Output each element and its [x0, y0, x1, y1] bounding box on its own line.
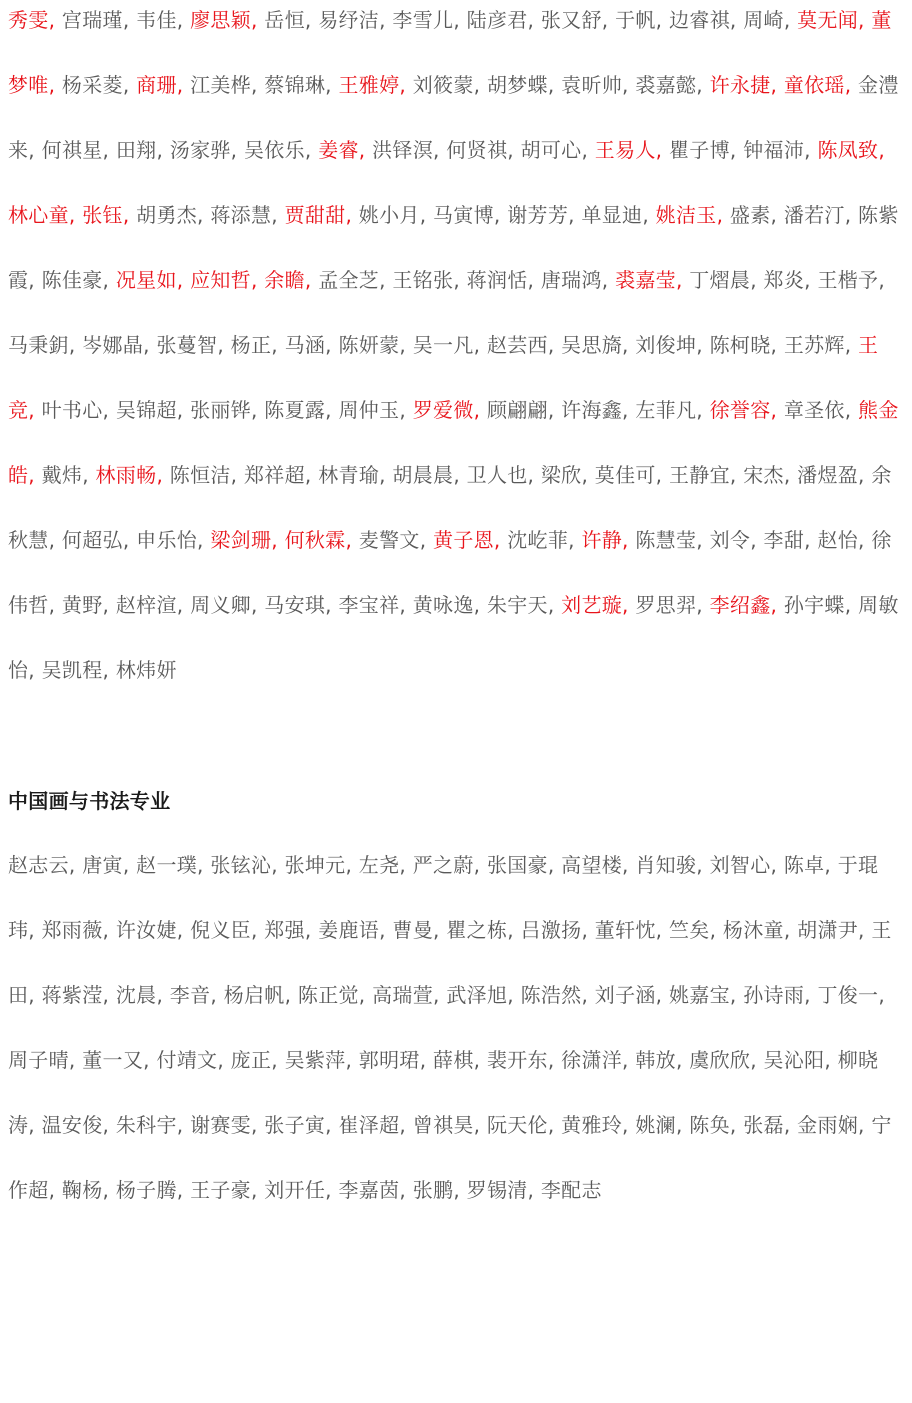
name: 叶书心,	[41, 398, 116, 422]
name: 左尧,	[358, 853, 413, 877]
name: 戴炜,	[41, 463, 96, 487]
name: 潘若汀,	[783, 203, 859, 227]
name: 杨启帆,	[223, 983, 298, 1007]
name: 蒋添慧,	[210, 203, 285, 227]
name: 卫人也,	[466, 463, 541, 487]
name: 郑祥超,	[243, 463, 319, 487]
name: 裘嘉懿,	[635, 73, 710, 97]
name: 汤家骅,	[169, 138, 244, 162]
name: 刘子涵,	[594, 983, 669, 1007]
name: 韦佳,	[136, 8, 191, 32]
name: 赵志云,	[8, 853, 83, 877]
name: 何贤祺,	[446, 138, 521, 162]
name: 孙宇蝶,	[783, 593, 859, 617]
name: 孙诗雨,	[743, 983, 818, 1007]
name: 周子晴,	[8, 1048, 83, 1072]
highlighted-name: 贾甜甜,	[284, 203, 359, 227]
name: 杨采菱,	[61, 73, 137, 97]
highlighted-name: 王雅婷,	[338, 73, 413, 97]
name: 董一又,	[82, 1048, 157, 1072]
name: 罗锡清,	[466, 1178, 541, 1202]
name: 竺矣,	[669, 918, 723, 942]
name: 姜鹿语,	[318, 918, 393, 942]
name: 麦警文,	[358, 528, 434, 552]
highlighted-name: 王竞,	[8, 333, 879, 422]
name: 陈慧莹,	[635, 528, 710, 552]
name: 陈奂,	[689, 1113, 744, 1137]
name: 唐瑞鸿,	[540, 268, 616, 292]
name: 胡晨晨,	[392, 463, 467, 487]
name: 武泽旭,	[446, 983, 521, 1007]
highlighted-name: 许永捷,	[709, 73, 784, 97]
name: 瞿之栋,	[446, 918, 521, 942]
name: 刘筱蒙,	[412, 73, 487, 97]
highlighted-name: 姜睿,	[318, 138, 373, 162]
name: 严之蔚,	[412, 853, 487, 877]
name: 何超弘,	[61, 528, 137, 552]
name: 钟福沛,	[743, 138, 818, 162]
highlighted-name: 何秋霖,	[284, 528, 359, 552]
name: 周崎,	[743, 8, 798, 32]
name: 谢赛雯,	[190, 1113, 265, 1137]
highlighted-name: 罗爱微,	[412, 398, 487, 422]
name: 周敏怡,	[8, 593, 899, 682]
name: 郭明珺,	[358, 1048, 434, 1072]
name: 吴思旖,	[561, 333, 636, 357]
name: 高望楼,	[561, 853, 636, 877]
highlighted-name: 裘嘉莹,	[615, 268, 690, 292]
name: 陈妍蒙,	[338, 333, 413, 357]
name: 赵梓渲,	[115, 593, 191, 617]
name: 孟全芝,	[318, 268, 393, 292]
name: 陈紫霞,	[8, 203, 899, 292]
name: 吴依乐,	[243, 138, 319, 162]
name: 鞠杨,	[61, 1178, 116, 1202]
highlighted-name: 张钰,	[82, 203, 137, 227]
name: 吴锦超,	[115, 398, 191, 422]
name: 曾祺昊,	[412, 1113, 487, 1137]
name: 杨子腾,	[115, 1178, 191, 1202]
name: 张坤元,	[284, 853, 359, 877]
name: 刘令,	[709, 528, 764, 552]
name: 胡可心,	[520, 138, 595, 162]
highlighted-name: 廖思颖,	[190, 8, 265, 32]
name: 唐寅,	[82, 853, 137, 877]
name: 林青瑜,	[318, 463, 393, 487]
name: 田翔,	[115, 138, 170, 162]
highlighted-name: 林雨畅,	[95, 463, 170, 487]
name: 王楷予,	[817, 268, 885, 292]
name: 莫佳可,	[594, 463, 669, 487]
highlighted-name: 余瞻,	[264, 268, 319, 292]
name: 胡潇尹,	[797, 918, 872, 942]
name: 肖知骏,	[635, 853, 710, 877]
highlighted-name: 熊金皓,	[8, 398, 899, 487]
name: 陈浩然,	[520, 983, 595, 1007]
name: 杨正,	[230, 333, 285, 357]
name: 丁熠晨,	[689, 268, 764, 292]
name: 赵芸西,	[486, 333, 562, 357]
name: 张蔓智,	[156, 333, 231, 357]
name: 张铉沁,	[210, 853, 285, 877]
highlighted-name: 林心童,	[8, 203, 83, 227]
name: 张丽铧,	[190, 398, 265, 422]
name: 易纾洁,	[318, 8, 393, 32]
name: 黄野,	[61, 593, 116, 617]
name: 周仲玉,	[338, 398, 413, 422]
name: 黄咏逸,	[412, 593, 487, 617]
name: 袁昕帅,	[561, 73, 636, 97]
highlighted-name: 应知哲,	[190, 268, 265, 292]
name: 王静宜,	[669, 463, 744, 487]
section-heading: 中国画与书法专业	[8, 789, 171, 813]
name: 刘智心,	[709, 853, 784, 877]
name: 陈恒洁,	[169, 463, 244, 487]
name: 曹曼,	[392, 918, 447, 942]
name: 陈夏露,	[264, 398, 339, 422]
name: 沈晨,	[115, 983, 170, 1007]
name: 李甜,	[763, 528, 818, 552]
name: 杨沐童,	[722, 918, 798, 942]
highlighted-name: 刘艺璇,	[561, 593, 636, 617]
name: 左菲凡,	[635, 398, 710, 422]
name: 张鹏,	[412, 1178, 467, 1202]
name: 庞正,	[230, 1048, 285, 1072]
name: 王子豪,	[190, 1178, 265, 1202]
name: 金澧来,	[8, 73, 899, 162]
name: 朱宇天,	[486, 593, 562, 617]
highlighted-name: 姚洁玉,	[655, 203, 730, 227]
name: 赵怡,	[817, 528, 872, 552]
name: 许汝婕,	[115, 918, 191, 942]
name: 林炜妍	[115, 658, 177, 682]
name: 顾翩翩,	[486, 398, 562, 422]
name: 梁欣,	[540, 463, 595, 487]
name: 郑强,	[264, 918, 319, 942]
name: 宁作超,	[8, 1113, 892, 1202]
name: 洪铎溟,	[372, 138, 447, 162]
highlighted-name: 黄子恩,	[433, 528, 508, 552]
name: 申乐怡,	[136, 528, 211, 552]
name: 宫瑞瑾,	[61, 8, 137, 32]
name: 何祺星,	[41, 138, 116, 162]
name: 付靖文,	[156, 1048, 231, 1072]
name: 吴凯程,	[41, 658, 116, 682]
name: 瞿子博,	[669, 138, 744, 162]
name: 许海鑫,	[561, 398, 636, 422]
name: 蒋润恬,	[466, 268, 541, 292]
name: 陈正觉,	[297, 983, 373, 1007]
name: 陈卓,	[783, 853, 838, 877]
name: 韩放,	[635, 1048, 690, 1072]
name: 李配志	[540, 1178, 602, 1202]
highlighted-name: 徐誉容,	[709, 398, 784, 422]
name: 黄雅玲,	[561, 1113, 636, 1137]
name: 马安琪,	[264, 593, 339, 617]
name: 姚嘉宝,	[669, 983, 744, 1007]
name: 马寅博,	[433, 203, 508, 227]
name: 吴紫萍,	[284, 1048, 359, 1072]
name: 阮天伦,	[486, 1113, 562, 1137]
name: 沈屹菲,	[507, 528, 582, 552]
name: 于琨玮,	[8, 853, 879, 942]
name: 岑娜晶,	[82, 333, 157, 357]
name: 陆彦君,	[466, 8, 541, 32]
name: 朱科宇,	[115, 1113, 191, 1137]
highlighted-name: 童依瑶,	[783, 73, 859, 97]
name: 岳恒,	[264, 8, 319, 32]
name: 吕激扬,	[520, 918, 595, 942]
name: 谢芳芳,	[507, 203, 582, 227]
name: 胡勇杰,	[136, 203, 211, 227]
name: 江美桦,	[190, 73, 265, 97]
name: 马秉鈅,	[8, 333, 83, 357]
name: 蔡锦琳,	[264, 73, 339, 97]
name: 李宝祥,	[338, 593, 413, 617]
highlighted-name: 莫无闻,	[797, 8, 872, 32]
name: 周义卿,	[190, 593, 265, 617]
name: 董轩忱,	[594, 918, 669, 942]
name: 潘煜盈,	[797, 463, 872, 487]
highlighted-name: 商珊,	[136, 73, 191, 97]
name: 徐伟哲,	[8, 528, 892, 617]
name: 于帆,	[615, 8, 669, 32]
name: 张又舒,	[540, 8, 616, 32]
name: 宋杰,	[743, 463, 798, 487]
name: 金雨娴,	[797, 1113, 872, 1137]
name: 柳晓涛,	[8, 1048, 879, 1137]
name: 裴开东,	[486, 1048, 562, 1072]
name: 吴沁阳,	[763, 1048, 838, 1072]
name: 陈佳豪,	[41, 268, 116, 292]
name: 王田,	[8, 918, 892, 1007]
name: 王铭张,	[392, 268, 467, 292]
name: 张磊,	[743, 1113, 798, 1137]
name: 李嘉茵,	[338, 1178, 413, 1202]
name: 罗思羿,	[635, 593, 710, 617]
name: 张子寅,	[264, 1113, 339, 1137]
name: 丁俊一,	[817, 983, 885, 1007]
name: 郑炎,	[763, 268, 818, 292]
name: 边睿祺,	[669, 8, 744, 32]
name: 马涵,	[284, 333, 339, 357]
name: 陈柯晓,	[709, 333, 784, 357]
name: 刘开任,	[264, 1178, 339, 1202]
name: 王苏辉,	[783, 333, 859, 357]
name: 李雪儿,	[392, 8, 467, 32]
name: 盛素,	[729, 203, 784, 227]
highlighted-name: 况星如,	[115, 268, 191, 292]
name: 姚澜,	[635, 1113, 690, 1137]
highlighted-name: 秀雯,	[8, 8, 62, 32]
name: 郑雨薇,	[41, 918, 116, 942]
name: 温安俊,	[41, 1113, 116, 1137]
name-list-section-2	[8, 833, 900, 1223]
name: 赵一璞,	[136, 853, 211, 877]
name-list-section-1	[8, 0, 900, 703]
name: 徐潇洋,	[561, 1048, 636, 1072]
highlighted-name: 梁剑珊,	[210, 528, 285, 552]
name: 章圣依,	[783, 398, 859, 422]
name: 虞欣欣,	[689, 1048, 764, 1072]
highlighted-name: 陈凤致,	[817, 138, 885, 162]
highlighted-name: 李绍鑫,	[709, 593, 784, 617]
name: 薛棋,	[433, 1048, 487, 1072]
name: 姚小月,	[358, 203, 434, 227]
name: 高瑞萱,	[372, 983, 447, 1007]
name: 张国豪,	[486, 853, 562, 877]
name: 胡梦蝶,	[486, 73, 562, 97]
name: 吴一凡,	[412, 333, 487, 357]
highlighted-name: 许静,	[581, 528, 636, 552]
name: 崔泽超,	[338, 1113, 413, 1137]
name: 余秋慧,	[8, 463, 892, 552]
name: 倪义臣,	[190, 918, 265, 942]
name: 单显迪,	[581, 203, 656, 227]
name: 刘俊坤,	[635, 333, 710, 357]
name: 李音,	[169, 983, 224, 1007]
highlighted-name: 董梦唯,	[8, 8, 892, 97]
highlighted-name: 王易人,	[594, 138, 669, 162]
name: 蒋紫滢,	[41, 983, 116, 1007]
